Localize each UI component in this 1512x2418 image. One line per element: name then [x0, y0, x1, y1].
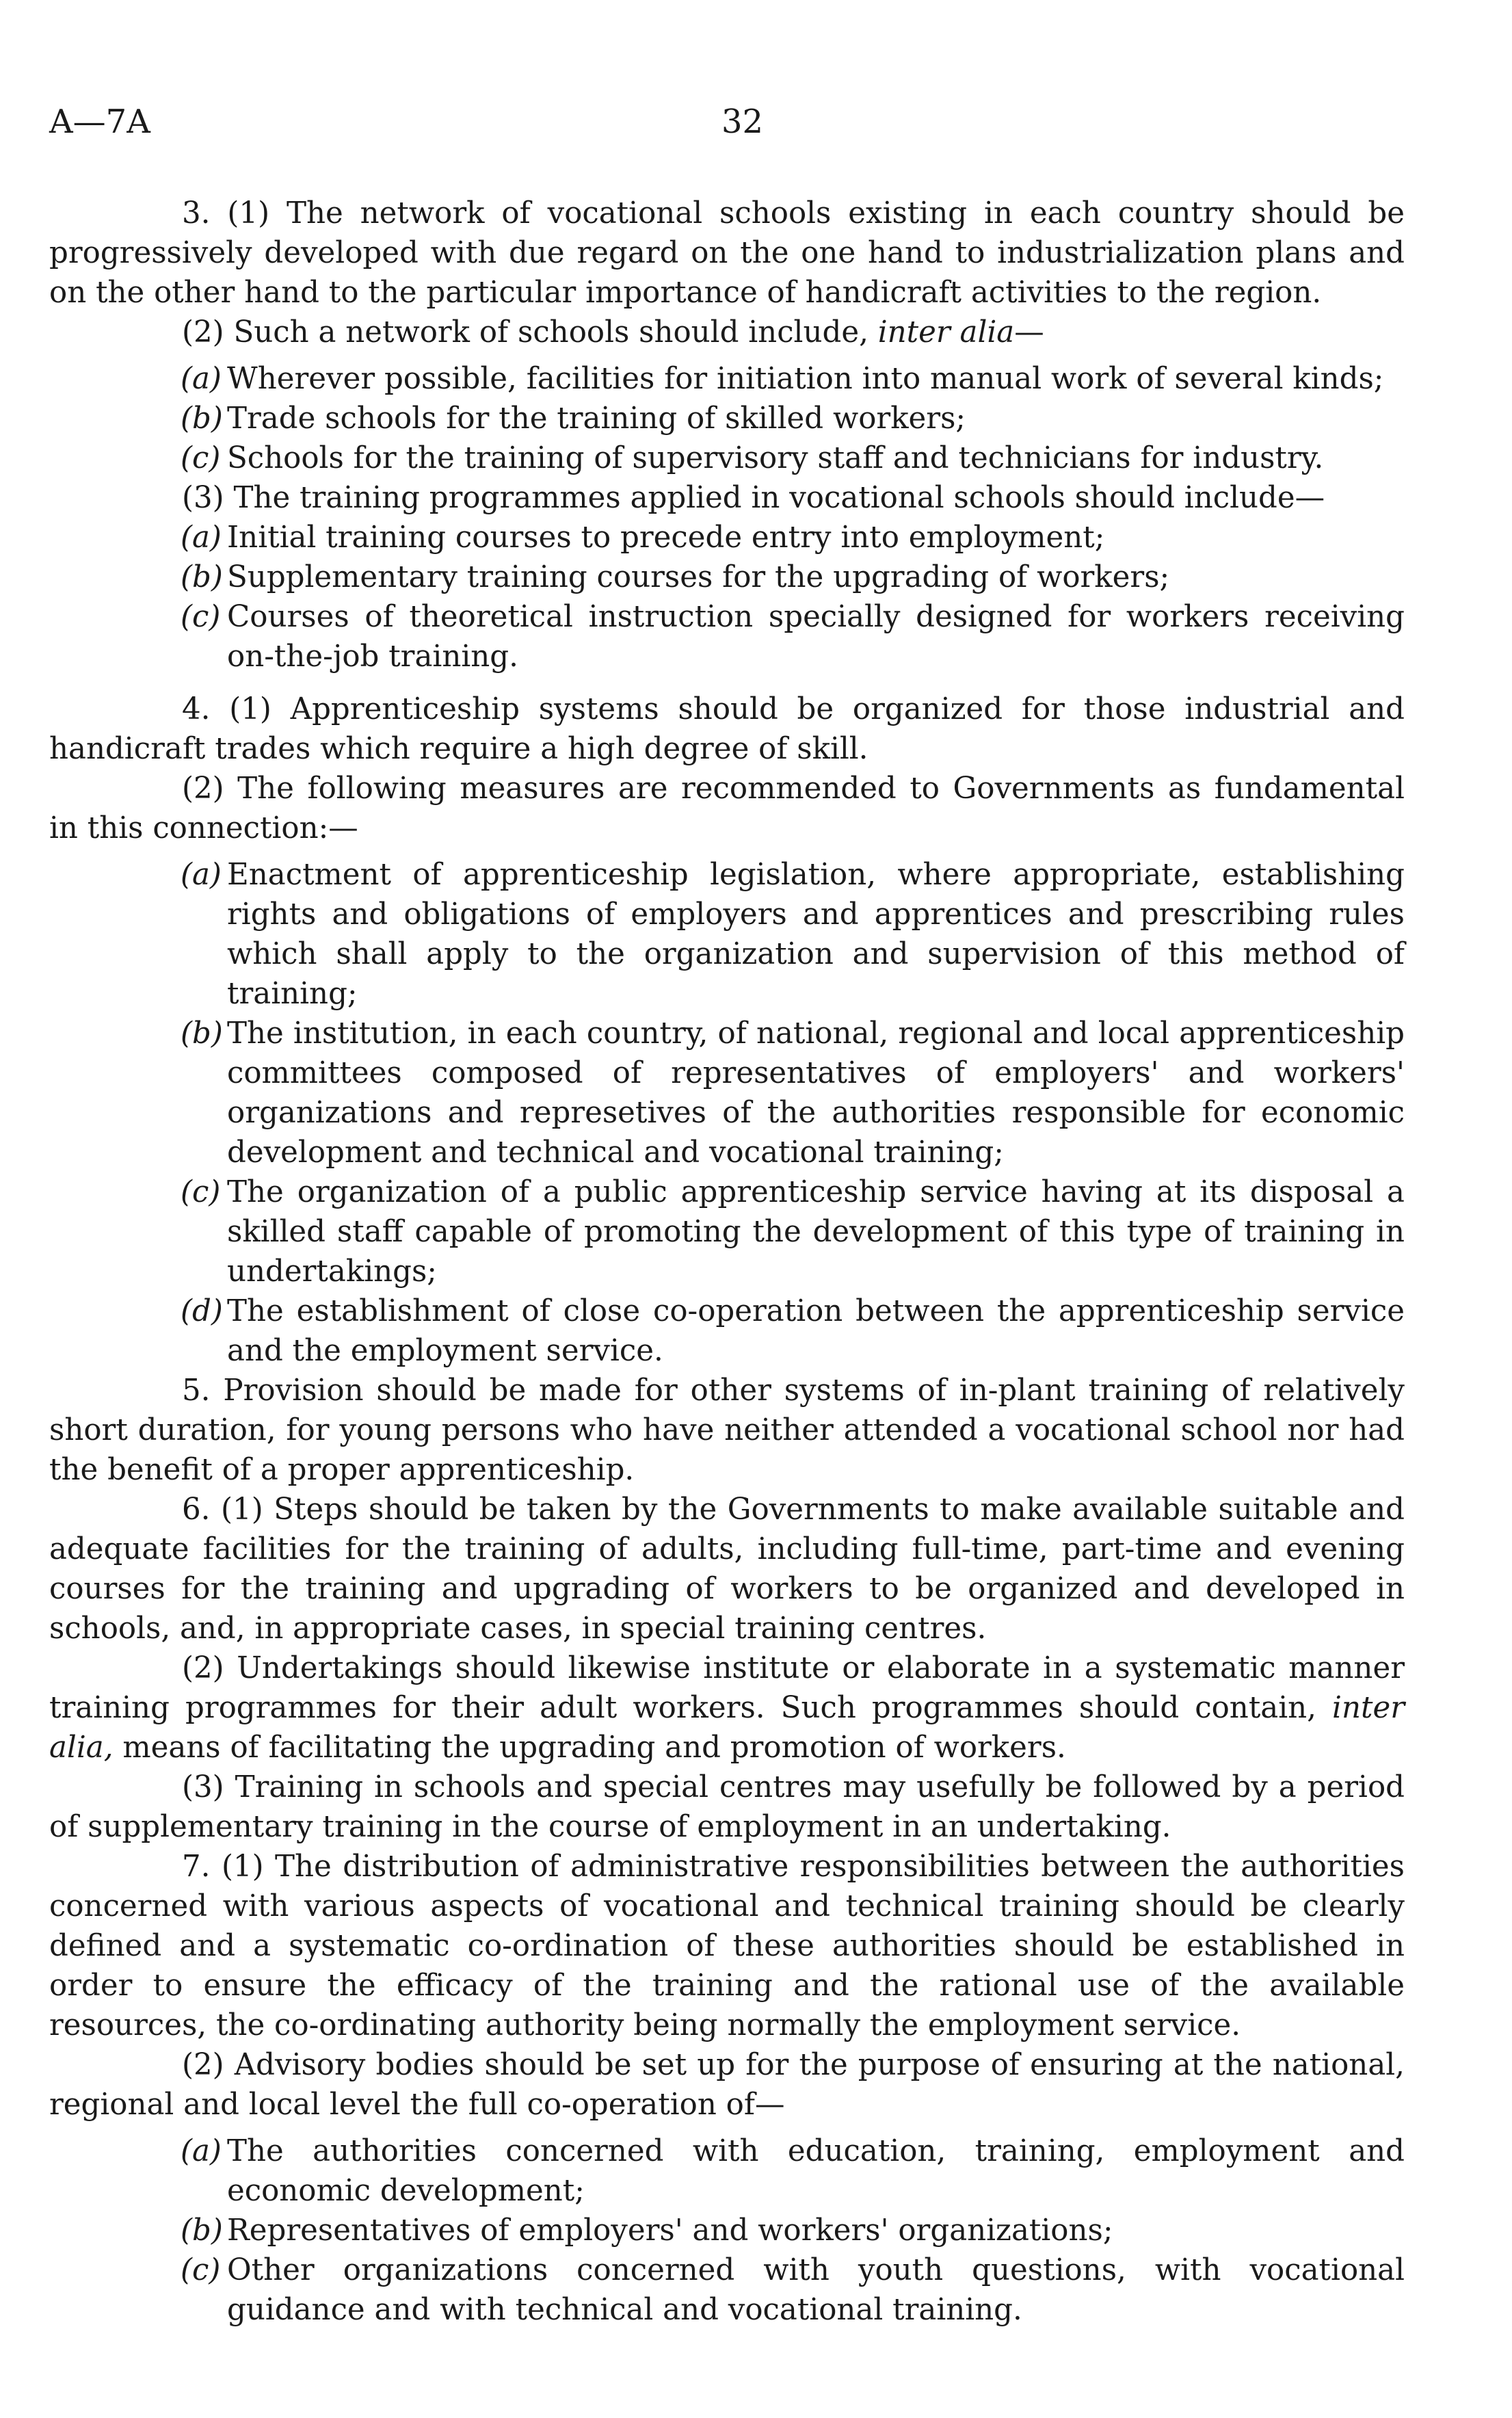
list-item: [49, 855, 1405, 1014]
list-item-text: The establishment of close co-operation between the apprenticeship service and the employment service.: [227, 1294, 1405, 1368]
page-number: 32: [721, 103, 764, 141]
list-item: [49, 2250, 1405, 2330]
list-item: [49, 1172, 1405, 1291]
section-3-paragraph-2: [49, 313, 1405, 352]
document-body: [49, 194, 1405, 2330]
section-7-paragraph-1: 7. (1) The distribution of administrative responsibilities between the authorities concerned with various aspects of vocational and technical training should be clearly defined and a systematic co-ordination of these authorities should be established in order to ensure the efficacy of the training and the rational use of the available resources, the co-ordinating authority being normally the employment service.: [49, 1850, 1405, 2042]
list-item: [49, 359, 1405, 399]
section-4-list: [49, 855, 1405, 1371]
list-item-text: Schools for the training of supervisory staff and technicians for industry.: [227, 441, 1324, 475]
list-item-text: The institution, in each country, of national, regional and local apprenticeship committees composed of representatives of employers' and workers' organizations and represetives of the authorities responsible for economic development and technical and vocational training;: [227, 1016, 1405, 1170]
latin-phrase: inter alia: [877, 315, 1015, 350]
list-item-label: (c): [181, 2253, 221, 2287]
section-3-list-1: [49, 359, 1405, 478]
list-item-label: (c): [181, 441, 221, 475]
list-item-text: Enactment of apprenticeship legislation, where appropriate, establishing rights and obligations of employers and apprentices and prescribing rules which shall apply to the organization and supervision of this method of training;: [227, 858, 1405, 1011]
paragraph-text: means of facilitating the upgrading and promotion of workers.: [113, 1731, 1066, 1765]
list-item-text: Other organizations concerned with youth questions, with vocational guidance and with technical and vocational training.: [227, 2253, 1405, 2327]
paragraph-text: (2) Undertakings should likewise institute or elaborate in a systematic manner training programmes for their adult workers. Such programmes should contain,: [49, 1651, 1405, 1725]
section-4-paragraph-1: 4. (1) Apprenticeship systems should be organized for those industrial and handicraft trades which require a high degree of skill.: [49, 692, 1405, 766]
section-3-paragraph-3: (3) The training programmes applied in vocational schools should include—: [182, 481, 1325, 515]
list-item-label: (b): [181, 1016, 223, 1051]
list-item-label: (b): [181, 2213, 223, 2248]
list-item-label: (c): [181, 1175, 221, 1209]
list-item-label: (a): [181, 521, 222, 555]
list-item: [49, 518, 1405, 557]
section-7-list: [49, 2131, 1405, 2330]
list-item-text: Initial training courses to precede entry into employment;: [227, 521, 1105, 555]
list-item-text: Supplementary training courses for the upgrading of workers;: [227, 560, 1170, 594]
list-item-label: (c): [181, 600, 221, 634]
section-6-paragraph-1: 6. (1) Steps should be taken by the Governments to make available suitable and adequate facilities for the training of adults, including full-time, part-time and evening courses for the training and upgrading of workers to be organized and developed in schools, and, in appropriate cases, in special training centres.: [49, 1493, 1405, 1646]
section-7-paragraph-2: (2) Advisory bodies should be set up for the purpose of ensuring at the national, regional and local level the full co-operation of—: [49, 2048, 1405, 2122]
list-item-label: (a): [181, 858, 222, 892]
page-header: [49, 103, 1463, 157]
list-item-text: Representatives of employers' and workers' organizations;: [227, 2213, 1113, 2248]
paragraph-text: (2) Such a network of schools should include,: [182, 315, 878, 350]
list-item: [49, 399, 1405, 438]
list-item-label: (a): [181, 362, 222, 396]
list-item-label: (a): [181, 2134, 222, 2168]
section-3-list-2: [49, 518, 1405, 676]
list-item: [49, 1291, 1405, 1371]
list-item-label: (d): [181, 1294, 223, 1328]
list-item: [49, 1014, 1405, 1172]
document-reference: A—7A: [49, 103, 150, 141]
list-item-text: The organization of a public apprenticeship service having at its disposal a skilled staff capable of promoting the development of this type of training in undertakings;: [227, 1175, 1405, 1289]
list-item-text: Courses of theoretical instruction specially designed for workers receiving on-the-job training.: [227, 600, 1405, 674]
section-6-paragraph-3: (3) Training in schools and special centres may usefully be followed by a period of supplementary training in the course of employment in an undertaking.: [49, 1770, 1405, 1844]
latin-phrase: inter alia,: [49, 1691, 1405, 1765]
list-item-text: Wherever possible, facilities for initiation into manual work of several kinds;: [227, 362, 1384, 396]
list-item-label: (b): [181, 402, 223, 436]
section-4-paragraph-2: (2) The following measures are recommended to Governments as fundamental in this connection:—: [49, 772, 1405, 845]
list-item: [49, 557, 1405, 597]
list-item: [49, 438, 1405, 478]
section-6-paragraph-2: [49, 1648, 1405, 1767]
section-5-paragraph-1: 5. Provision should be made for other systems of in-plant training of relatively short duration, for young persons who have neither attended a vocational school nor had the benefit of a proper apprenticeship.: [49, 1374, 1405, 1487]
list-item: [49, 2211, 1405, 2250]
list-item-text: The authorities concerned with education, training, employment and economic development;: [227, 2134, 1405, 2208]
paragraph-dash: —: [1014, 315, 1044, 350]
list-item-text: Trade schools for the training of skilled workers;: [227, 402, 966, 436]
section-3-paragraph-1: 3. (1) The network of vocational schools existing in each country should be progressively developed with due regard on the one hand to industrialization plans and on the other hand to the particular importance of handicraft activities to the region.: [49, 196, 1405, 310]
list-item-label: (b): [181, 560, 223, 594]
list-item: [49, 597, 1405, 676]
list-item: [49, 2131, 1405, 2211]
